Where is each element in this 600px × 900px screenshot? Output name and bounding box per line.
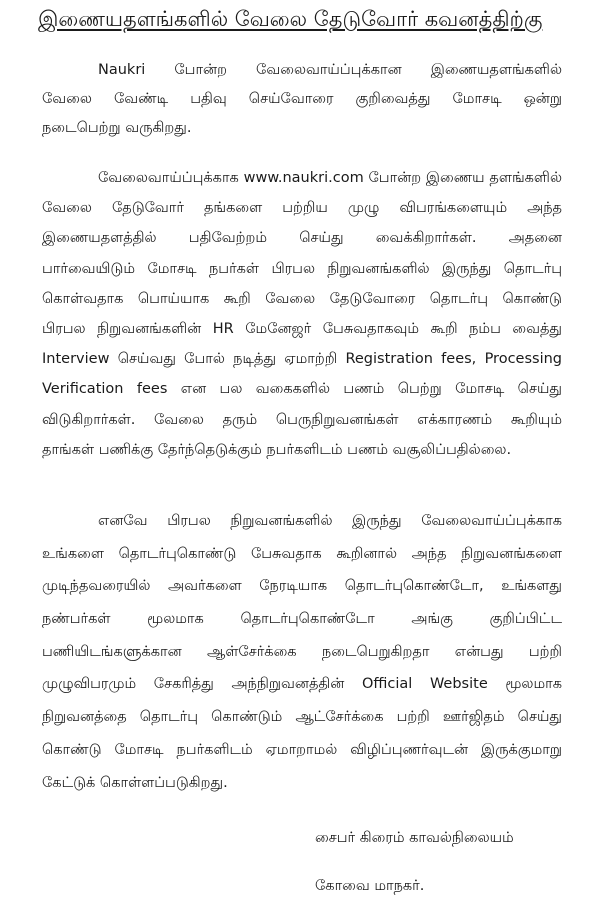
text-line: பிரபல நிறுவனங்களின் HR மேனேஜர் பேசுவதாகவும் கூறி நம்ப வைத்து <box>42 320 562 337</box>
text-line: இணையதளத்தில் பதிவேற்றம் செய்து வைக்கிறார்கள். அதனை <box>42 230 562 247</box>
text-line: நண்பர்கள் மூலமாக தொடர்புகொண்டோ அங்கு குறிப்பிட்ட <box>42 611 562 628</box>
text-line: முழுவிபரமும் சேகரித்து அந்நிறுவனத்தின் Official Website மூலமாக <box>42 676 562 693</box>
document-title: இணையதளங்களில் வேலை தேடுவோர் கவனத்திற்கு <box>38 7 543 31</box>
text-line: விடுகிறார்கள். வேலை தரும் பெருநிறுவனங்கள் எக்காரணம் கூறியும் <box>42 411 562 428</box>
text-line: கேட்டுக் கொள்ளப்படுகிறது. <box>42 774 228 791</box>
text-line: Interview செய்வது போல் நடித்து ஏமாற்றி Registration fees, Processing <box>42 351 562 368</box>
text-line: Naukri போன்ற வேலைவாய்ப்புக்கான இணையதளங்களில் <box>98 62 562 78</box>
paragraph-3 <box>42 505 562 799</box>
text-line: பார்வையிடும் மோசடி நபர்கள் பிரபல நிறுவனங்களில் இருந்து தொடர்பு <box>42 260 562 277</box>
text-line: வேலை தேடுவோர் தங்களை பற்றிய முழு விபரங்களையும் அந்த <box>42 200 562 217</box>
text-line: உங்களை தொடர்புகொண்டு பேசுவதாக கூறினால் அந்த நிறுவனங்களை <box>42 545 562 562</box>
text-line: தாங்கள் பணிக்கு தேர்ந்தெடுக்கும் நபர்களிடம் பணம் வசூலிப்பதில்லை. <box>42 441 512 458</box>
signature-office: சைபர் கிரைம் காவல்நிலையம் <box>315 830 514 846</box>
text-line: வேலைவாய்ப்புக்காக www.naukri.com போன்ற இணைய தளங்களில் <box>98 170 562 186</box>
text-line: பணியிடங்களுக்கான ஆள்சேர்க்கை நடைபெறுகிறதா என்பது பற்றி <box>42 643 562 660</box>
text-line: நிறுவனத்தை தொடர்பு கொண்டும் ஆட்சேர்க்கை பற்றி ஊர்ஜிதம் செய்து <box>42 709 562 726</box>
paragraph-1 <box>42 56 562 143</box>
text-line: வேலை வேண்டி பதிவு செய்வோரை குறிவைத்து மோசடி ஒன்று <box>42 91 562 107</box>
text-line: நடைபெற்று வருகிறது. <box>42 120 192 136</box>
paragraph-2 <box>42 163 562 465</box>
text-line: Verification fees என பல வகைகளில் பணம் பெற்று மோசடி செய்து <box>42 381 562 398</box>
text-line: கொண்டு மோசடி நபர்களிடம் ஏமாறாமல் விழிப்புணர்வுடன் இருக்குமாறு <box>42 741 562 758</box>
signature-city: கோவை மாநகர். <box>315 878 425 894</box>
text-line: கொள்வதாக பொய்யாக கூறி வேலை தேடுவோரை தொடர்பு கொண்டு <box>42 290 562 307</box>
text-line: முடிந்தவரையில் அவர்களை நேரடியாக தொடர்புகொண்டோ, உங்களது <box>42 578 562 595</box>
text-line: எனவே பிரபல நிறுவனங்களில் இருந்து வேலைவாய்ப்புக்காக <box>98 513 562 529</box>
